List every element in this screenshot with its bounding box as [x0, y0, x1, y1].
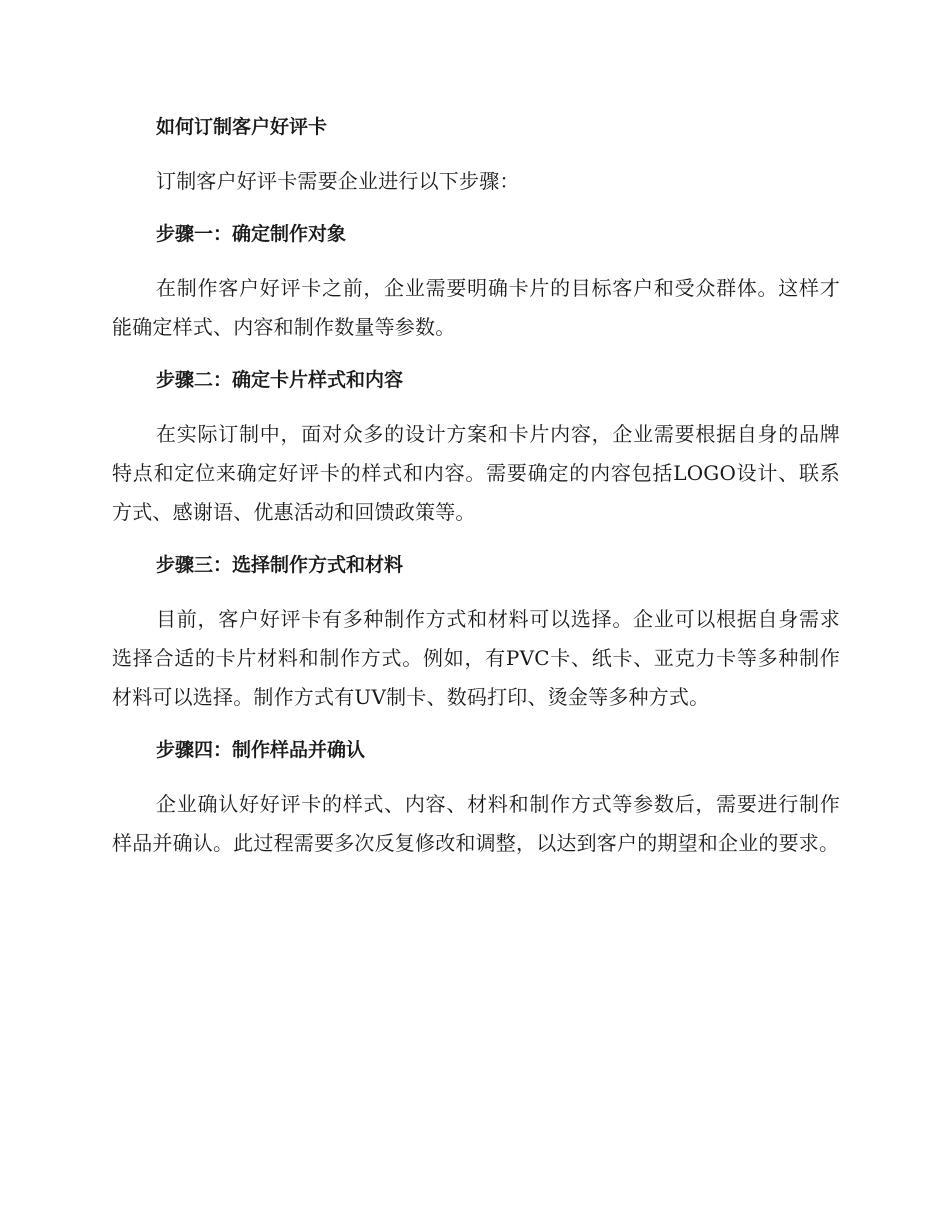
step-2-heading: 步骤二：确定卡片样式和内容 — [156, 369, 404, 391]
step-2-body: 在实际订制中，面对众多的设计方案和卡片内容，企业需要根据自身的品牌特点和定位来确定好评卡的样式和内容。需要确定的内容包括LOGO设计、联系方式、感谢语、优惠活动和回馈政策等。 — [112, 422, 840, 524]
step-4-heading: 步骤四：制作样品并确认 — [156, 739, 366, 761]
intro-paragraph: 订制客户好评卡需要企业进行以下步骤： — [156, 169, 520, 193]
step-1-heading: 步骤一：确定制作对象 — [156, 223, 347, 245]
document-content — [112, 108, 840, 877]
document-title: 如何订制客户好评卡 — [156, 116, 328, 138]
step-3-body: 目前，客户好评卡有多种制作方式和材料可以选择。企业可以根据自身需求选择合适的卡片材料和制作方式。例如，有PVC卡、纸卡、亚克力卡等多种制作材料可以选择。制作方式有UV制卡、数码打印、烫金等多种方式。 — [112, 607, 840, 709]
step-4-body: 企业确认好好评卡的样式、内容、材料和制作方式等参数后，需要进行制作样品并确认。此过程需要多次反复修改和调整，以达到客户的期望和企业的要求。 — [112, 792, 840, 855]
step-3-heading: 步骤三：选择制作方式和材料 — [156, 554, 404, 576]
step-1-body: 在制作客户好评卡之前，企业需要明确卡片的目标客户和受众群体。这样才能确定样式、内容和制作数量等参数。 — [112, 276, 840, 339]
